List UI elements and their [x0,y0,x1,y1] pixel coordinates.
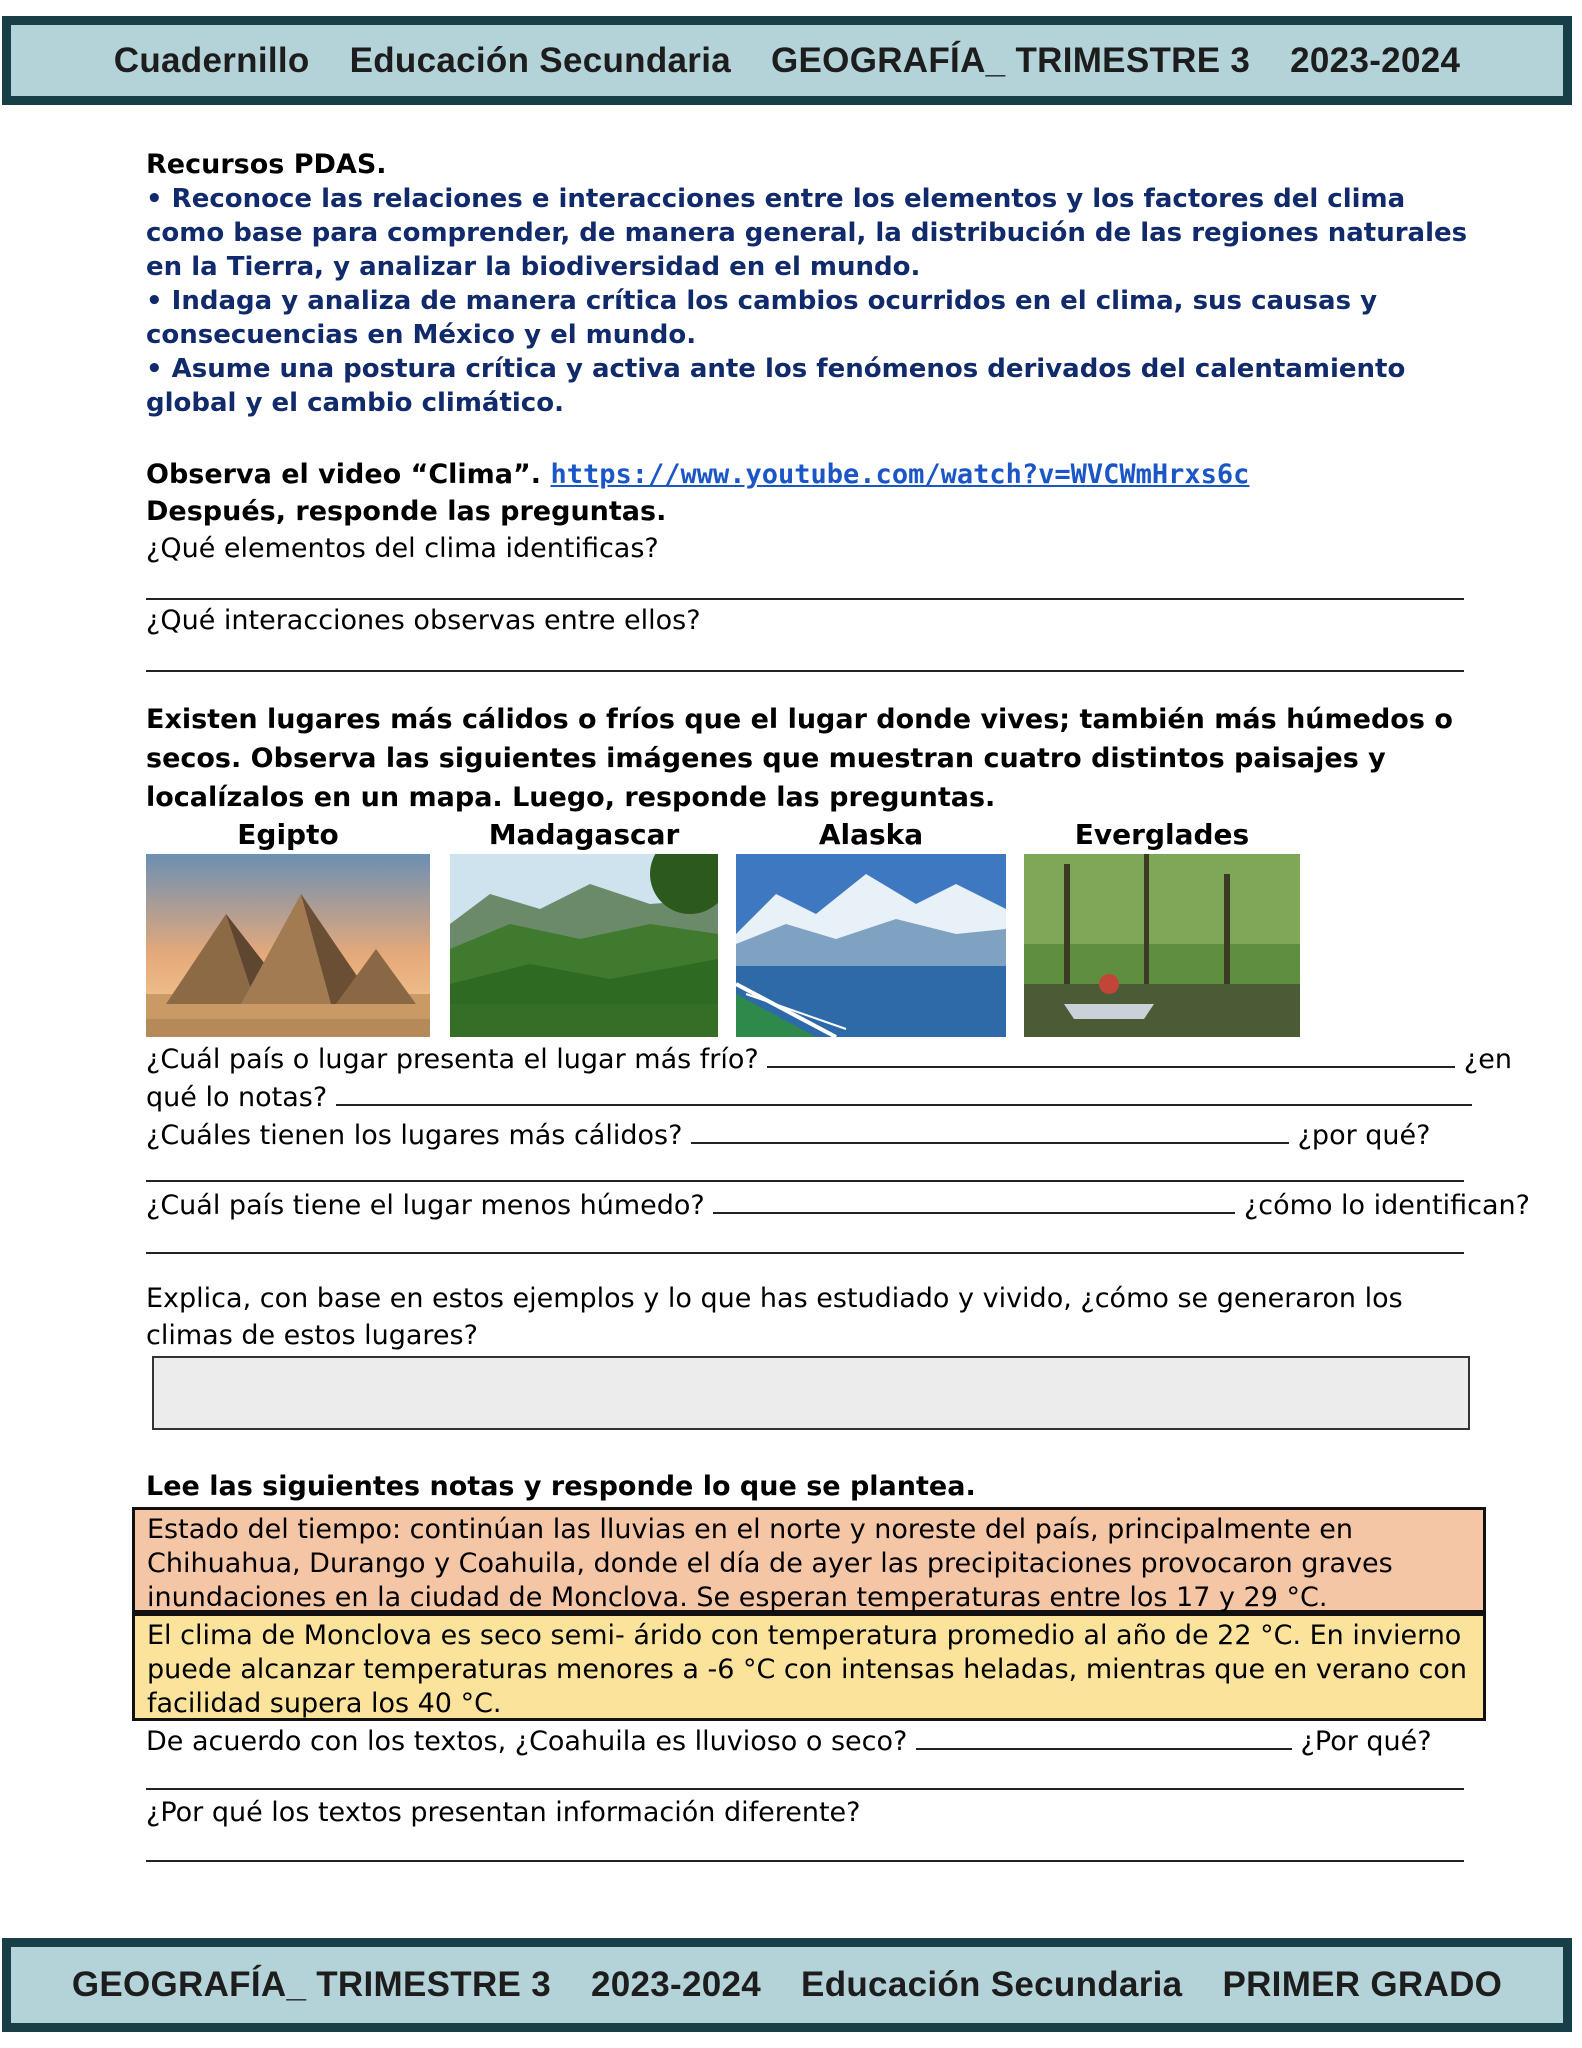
note-climate: El clima de Monclova es seco semi- árido con temperatura promedio al año de 22 °C. En invierno puede alcanzar temperaturas menores a -6 °C con intensas heladas, mientras que en verano con facilidad supera los 40 °C. [132,1613,1486,1721]
question-elements: ¿Qué elementos del clima identificas? [146,533,659,564]
question-coahuila-suffix: ¿Por qué? [1300,1726,1432,1757]
answer-line-least-humid[interactable] [713,1188,1235,1214]
label-alaska: Alaska [818,818,924,851]
answer-line-notice[interactable] [336,1080,1472,1106]
question-coahuila [146,1724,1432,1759]
question-coldest [146,1042,1512,1077]
everglades-canoe-image [1024,854,1300,1037]
header-level: Educación Secundaria [349,40,731,80]
egypt-pyramids-image [146,854,430,1037]
header-year: 2023-2024 [1290,40,1461,80]
pdas-title: Recursos PDAS. [146,149,387,180]
question-coldest-text: ¿Cuál país o lugar presenta el lugar más frío? [146,1044,759,1075]
answer-line-warmest[interactable] [691,1118,1289,1144]
question-coahuila-text: De acuerdo con los textos, ¿Coahuila es lluvioso o seco? [146,1726,908,1757]
answer-line-warmest-why[interactable] [146,1180,1464,1182]
answer-line-interactions[interactable] [146,670,1464,672]
footer-subject: GEOGRAFÍA_ TRIMESTRE 3 [71,1965,551,2004]
footer-year: 2023-2024 [590,1965,762,2004]
question-interactions: ¿Qué interacciones observas entre ellos? [146,605,701,636]
question-notice-text: qué lo notas? [146,1082,328,1113]
madagascar-landscape-image [450,854,718,1037]
pdas-bullet-2: • Indaga y analiza de manera crítica los cambios ocurridos en el clima, sus causas y consecuencias en México y el mundo. [146,286,1378,350]
header-band [2,16,1572,105]
question-warmest-text: ¿Cuáles tienen los lugares más cálidos? [146,1120,683,1151]
pdas-bullet-1: • Reconoce las relaciones e interacciones entre los elementos y los factores del clima como base para comprender, de manera general, la distribución de las regiones naturales en la Tierra, y analizar la biodiversidad en el mundo. [146,184,1468,282]
question-warmest-suffix: ¿por qué? [1297,1120,1431,1151]
video-intro-text: Observa el video “Clima”. [146,459,542,490]
question-explain: Explica, con base en estos ejemplos y lo que has estudiado y vivido, ¿cómo se generaron los climas de estos lugares? [146,1283,1403,1351]
question-least-humid [146,1188,1530,1223]
answer-line-different-info[interactable] [146,1860,1464,1862]
label-egipto: Egipto [237,818,339,851]
video-link[interactable]: https://www.youtube.com/watch?v=WVCWmHrxs6c [550,459,1250,490]
answer-box-explain[interactable] [152,1356,1470,1430]
header-cuadernillo: Cuadernillo [113,40,310,80]
pdas-bullet-3: • Asume una postura crítica y activa ante los fenómenos derivados del calentamiento global y el cambio climático. [146,354,1406,418]
video-instruction: Después, responde las preguntas. [146,496,667,527]
header-subject: GEOGRAFÍA_ TRIMESTRE 3 [771,40,1251,80]
label-madagascar: Madagascar [488,818,680,851]
question-least-humid-suffix: ¿cómo lo identifican? [1243,1190,1530,1221]
question-different-info: ¿Por qué los textos presentan información diferente? [146,1797,861,1828]
answer-line-coahuila-why[interactable] [146,1788,1464,1790]
question-notice [146,1080,1472,1115]
notes-instruction: Lee las siguientes notas y responde lo que se plantea. [146,1471,976,1502]
footer-grade: PRIMER GRADO [1222,1965,1503,2004]
answer-line-coldest[interactable] [767,1042,1455,1068]
answer-line-elements[interactable] [146,598,1464,600]
question-coldest-suffix: ¿en [1463,1044,1512,1075]
label-everglades: Everglades [1074,818,1250,851]
footer-band [2,1938,1572,2032]
alaska-glacier-image [736,854,1006,1037]
answer-line-identify[interactable] [146,1252,1464,1254]
answer-line-coahuila[interactable] [916,1724,1292,1750]
question-least-humid-text: ¿Cuál país tiene el lugar menos húmedo? [146,1190,705,1221]
note-weather: Estado del tiempo: continúan las lluvias en el norte y noreste del país, principalmente en Chihuahua, Durango y Coahuila, donde el día de ayer las precipitaciones provocaron graves inundaciones en la ciudad de Monclova. Se esperan temperaturas entre los 17 y 29 °C. [132,1507,1486,1613]
video-intro [146,458,1249,492]
landscapes-intro: Existen lugares más cálidos o fríos que el lugar donde vives; también más húmedos o secos. Observa las siguientes imágenes que muestran cuatro distintos paisajes y localízalos en un mapa. Luego, responde las preguntas. [146,704,1453,813]
footer-level: Educación Secundaria [801,1965,1183,2004]
question-warmest [146,1118,1430,1153]
